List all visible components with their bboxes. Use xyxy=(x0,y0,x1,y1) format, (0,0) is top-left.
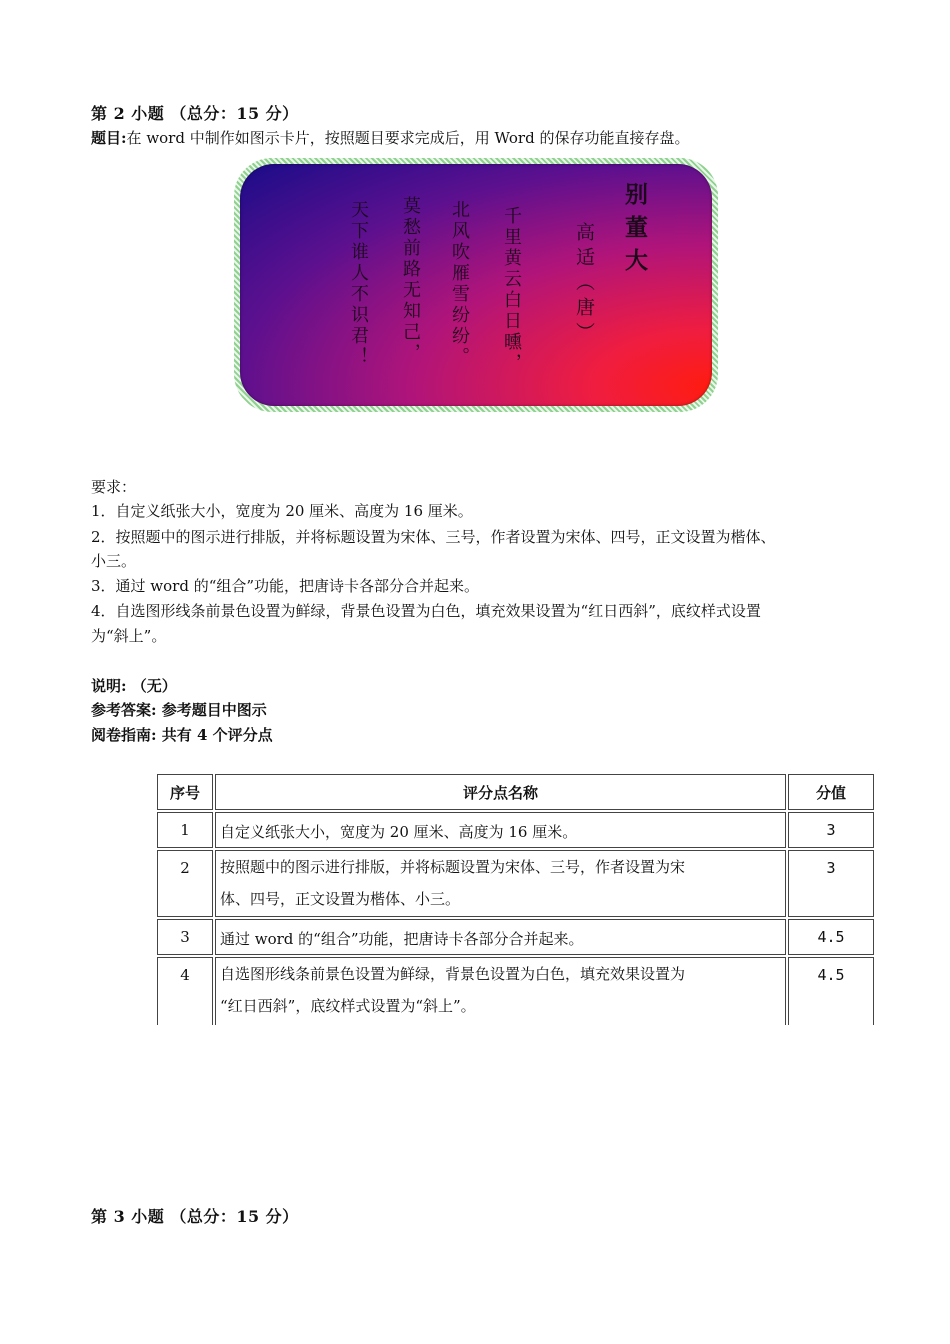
table-row xyxy=(157,850,874,917)
row-score: 4.5 xyxy=(788,919,874,955)
row-no: 3 xyxy=(157,919,213,955)
requirements-label: 要求： xyxy=(91,478,137,496)
poem-line-3: 莫愁前路无知己， xyxy=(400,196,421,364)
row-no: 2 xyxy=(157,850,213,917)
requirement-4-cont: 为“斜上”。 xyxy=(91,627,167,645)
section-2-heading: 第 2 小题 （总分：15 分） xyxy=(91,104,299,123)
row-score: 4.5 xyxy=(788,957,874,1025)
table-header-row xyxy=(157,774,874,810)
poem-line-1: 千里黄云白日曛， xyxy=(501,206,522,374)
explain-note: 说明: （无） xyxy=(91,677,177,695)
row-name xyxy=(215,957,786,1025)
table-row xyxy=(157,957,874,1025)
poem-line-4: 天下谁人不识君！ xyxy=(348,200,369,368)
table-row xyxy=(157,919,874,955)
row-name-line: 按照题中的图示进行排版，并将标题设置为宋体、三号，作者设置为宋 xyxy=(220,858,686,876)
row-name-line: 自选图形线条前景色设置为鲜绿，背景色设置为白色，填充效果设置为 xyxy=(220,965,686,983)
poem-card-body xyxy=(240,164,712,406)
row-no: 1 xyxy=(157,812,213,848)
table-row xyxy=(157,812,874,848)
requirement-4: 4．自选图形线条前景色设置为鲜绿，背景色设置为白色，填充效果设置为“红日西斜”，底纹样式设置 xyxy=(91,602,761,620)
row-name xyxy=(215,850,786,917)
requirement-2-cont: 小三。 xyxy=(91,552,137,570)
row-no: 4 xyxy=(157,957,213,1025)
scoring-table xyxy=(155,772,876,1027)
question-text: 在 word 中制作如图示卡片，按照题目要求完成后，用 Word 的保存功能直接存盘。 xyxy=(126,129,690,147)
poem-author: 高适（唐） xyxy=(573,222,595,347)
row-name: 自定义纸张大小，宽度为 20 厘米、高度为 16 厘米。 xyxy=(215,812,786,848)
header-no: 序号 xyxy=(157,774,213,810)
row-score: 3 xyxy=(788,850,874,917)
reference-answer: 参考答案: 参考题目中图示 xyxy=(91,701,267,719)
question-line xyxy=(91,127,689,149)
header-name: 评分点名称 xyxy=(215,774,786,810)
question-label: 题目: xyxy=(91,129,127,147)
row-name-line: 体、四号，正文设置为楷体、小三。 xyxy=(220,890,461,908)
poem-card xyxy=(234,158,718,412)
row-score: 3 xyxy=(788,812,874,848)
row-name-line: “红日西斜”，底纹样式设置为“斜上”。 xyxy=(220,997,476,1015)
requirement-2: 2．按照题中的图示进行排版，并将标题设置为宋体、三号，作者设置为宋体、四号，正文设置为楷体、 xyxy=(91,528,776,546)
row-name: 通过 word 的“组合”功能，把唐诗卡各部分合并起来。 xyxy=(215,919,786,955)
requirement-1: 1．自定义纸张大小，宽度为 20 厘米、高度为 16 厘米。 xyxy=(91,502,473,520)
grading-guide: 阅卷指南: 共有 4 个评分点 xyxy=(91,726,273,744)
poem-title: 别董大 xyxy=(621,182,647,281)
poem-line-2: 北风吹雁雪纷纷。 xyxy=(449,200,470,368)
requirement-3: 3．通过 word 的“组合”功能，把唐诗卡各部分合并起来。 xyxy=(91,577,480,595)
header-score: 分值 xyxy=(788,774,874,810)
section-3-heading: 第 3 小题 （总分：15 分） xyxy=(91,1207,299,1226)
